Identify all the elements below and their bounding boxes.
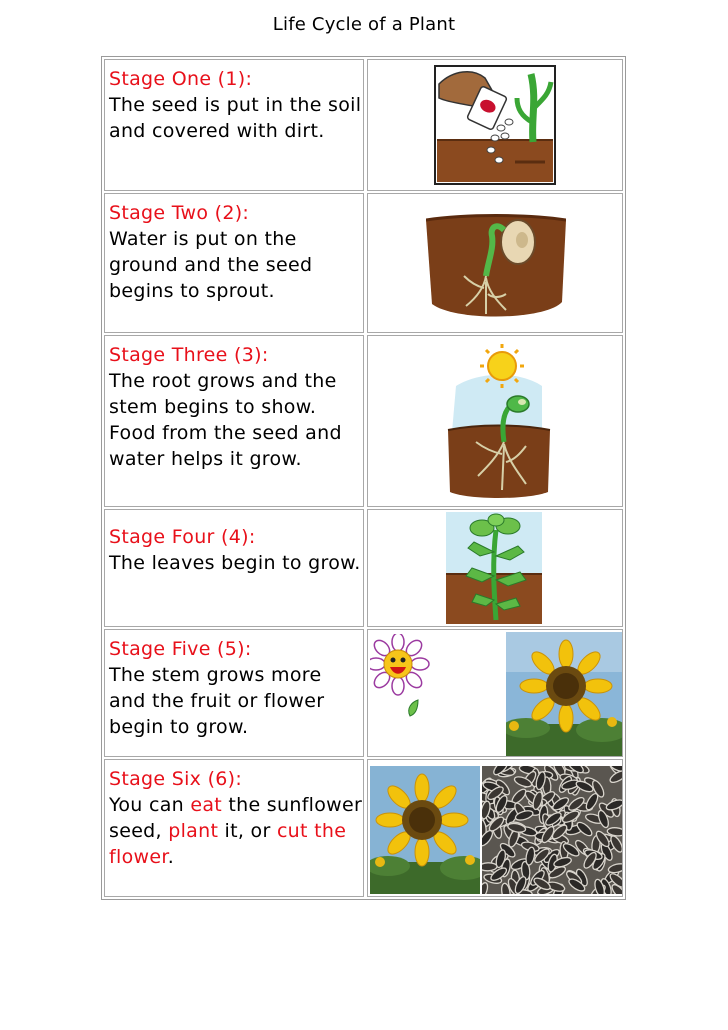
eat-emphasis: eat	[190, 794, 223, 816]
cartoon-flower-illustration	[370, 634, 430, 726]
stage-picture-cell	[367, 629, 623, 757]
stage-picture-cell	[367, 509, 623, 627]
stage-description: Water is put on the ground and the seed begins to sprout.	[109, 228, 313, 302]
stage-heading: Stage One (1):	[109, 68, 253, 90]
cut-flower-emphasis: cut the flower	[109, 820, 347, 868]
stage-description: The seed is put in the soil and covered with dirt.	[109, 94, 362, 142]
stage-description: The stem grows more and the fruit or flower begin to grow.	[109, 664, 325, 738]
stage-picture-cell	[367, 193, 623, 333]
stage-description: The root grows and the stem begins to show. Food from the seed and water helps it grow.	[109, 370, 342, 470]
stage-heading: Stage Five (5):	[109, 638, 252, 660]
stage-text-cell	[104, 759, 364, 897]
sunflower-seeds-photo	[482, 766, 622, 894]
table-row	[104, 629, 623, 757]
stage-text-cell	[104, 59, 364, 191]
stage-description: The leaves begin to grow.	[109, 552, 361, 574]
table-row	[104, 335, 623, 507]
stage-heading: Stage Six (6):	[109, 768, 243, 790]
stage-text-cell	[104, 509, 364, 627]
plant-emphasis: plant	[168, 820, 219, 842]
table-row	[104, 193, 623, 333]
table-row	[104, 509, 623, 627]
root-and-stem-illustration	[438, 342, 554, 502]
life-cycle-table	[101, 56, 626, 900]
sunflower-photo	[370, 766, 480, 894]
stage-text-cell	[104, 629, 364, 757]
stage-description-part: You can	[109, 794, 191, 816]
stage-description-part: it, or	[218, 820, 277, 842]
sprouting-seed-illustration	[426, 202, 566, 326]
page-title: Life Cycle of a Plant	[272, 14, 456, 35]
stage-heading: Stage Three (3):	[109, 344, 269, 366]
table-row	[104, 59, 623, 191]
stage-text-cell	[104, 335, 364, 507]
stage-heading: Stage Four (4):	[109, 526, 256, 548]
stage-picture-cell	[367, 335, 623, 507]
stage-heading: Stage Two (2):	[109, 202, 250, 224]
stage-text-cell	[104, 193, 364, 333]
stage-description-part: the sunflower seed,	[109, 794, 363, 842]
sunflower-photo	[506, 632, 622, 757]
stage-picture-cell	[367, 759, 623, 897]
seed-planting-illustration	[433, 64, 557, 186]
leafy-plant-illustration	[446, 512, 542, 624]
table-row	[104, 759, 623, 897]
stage-picture-cell	[367, 59, 623, 191]
stage-description-part: .	[167, 846, 175, 868]
